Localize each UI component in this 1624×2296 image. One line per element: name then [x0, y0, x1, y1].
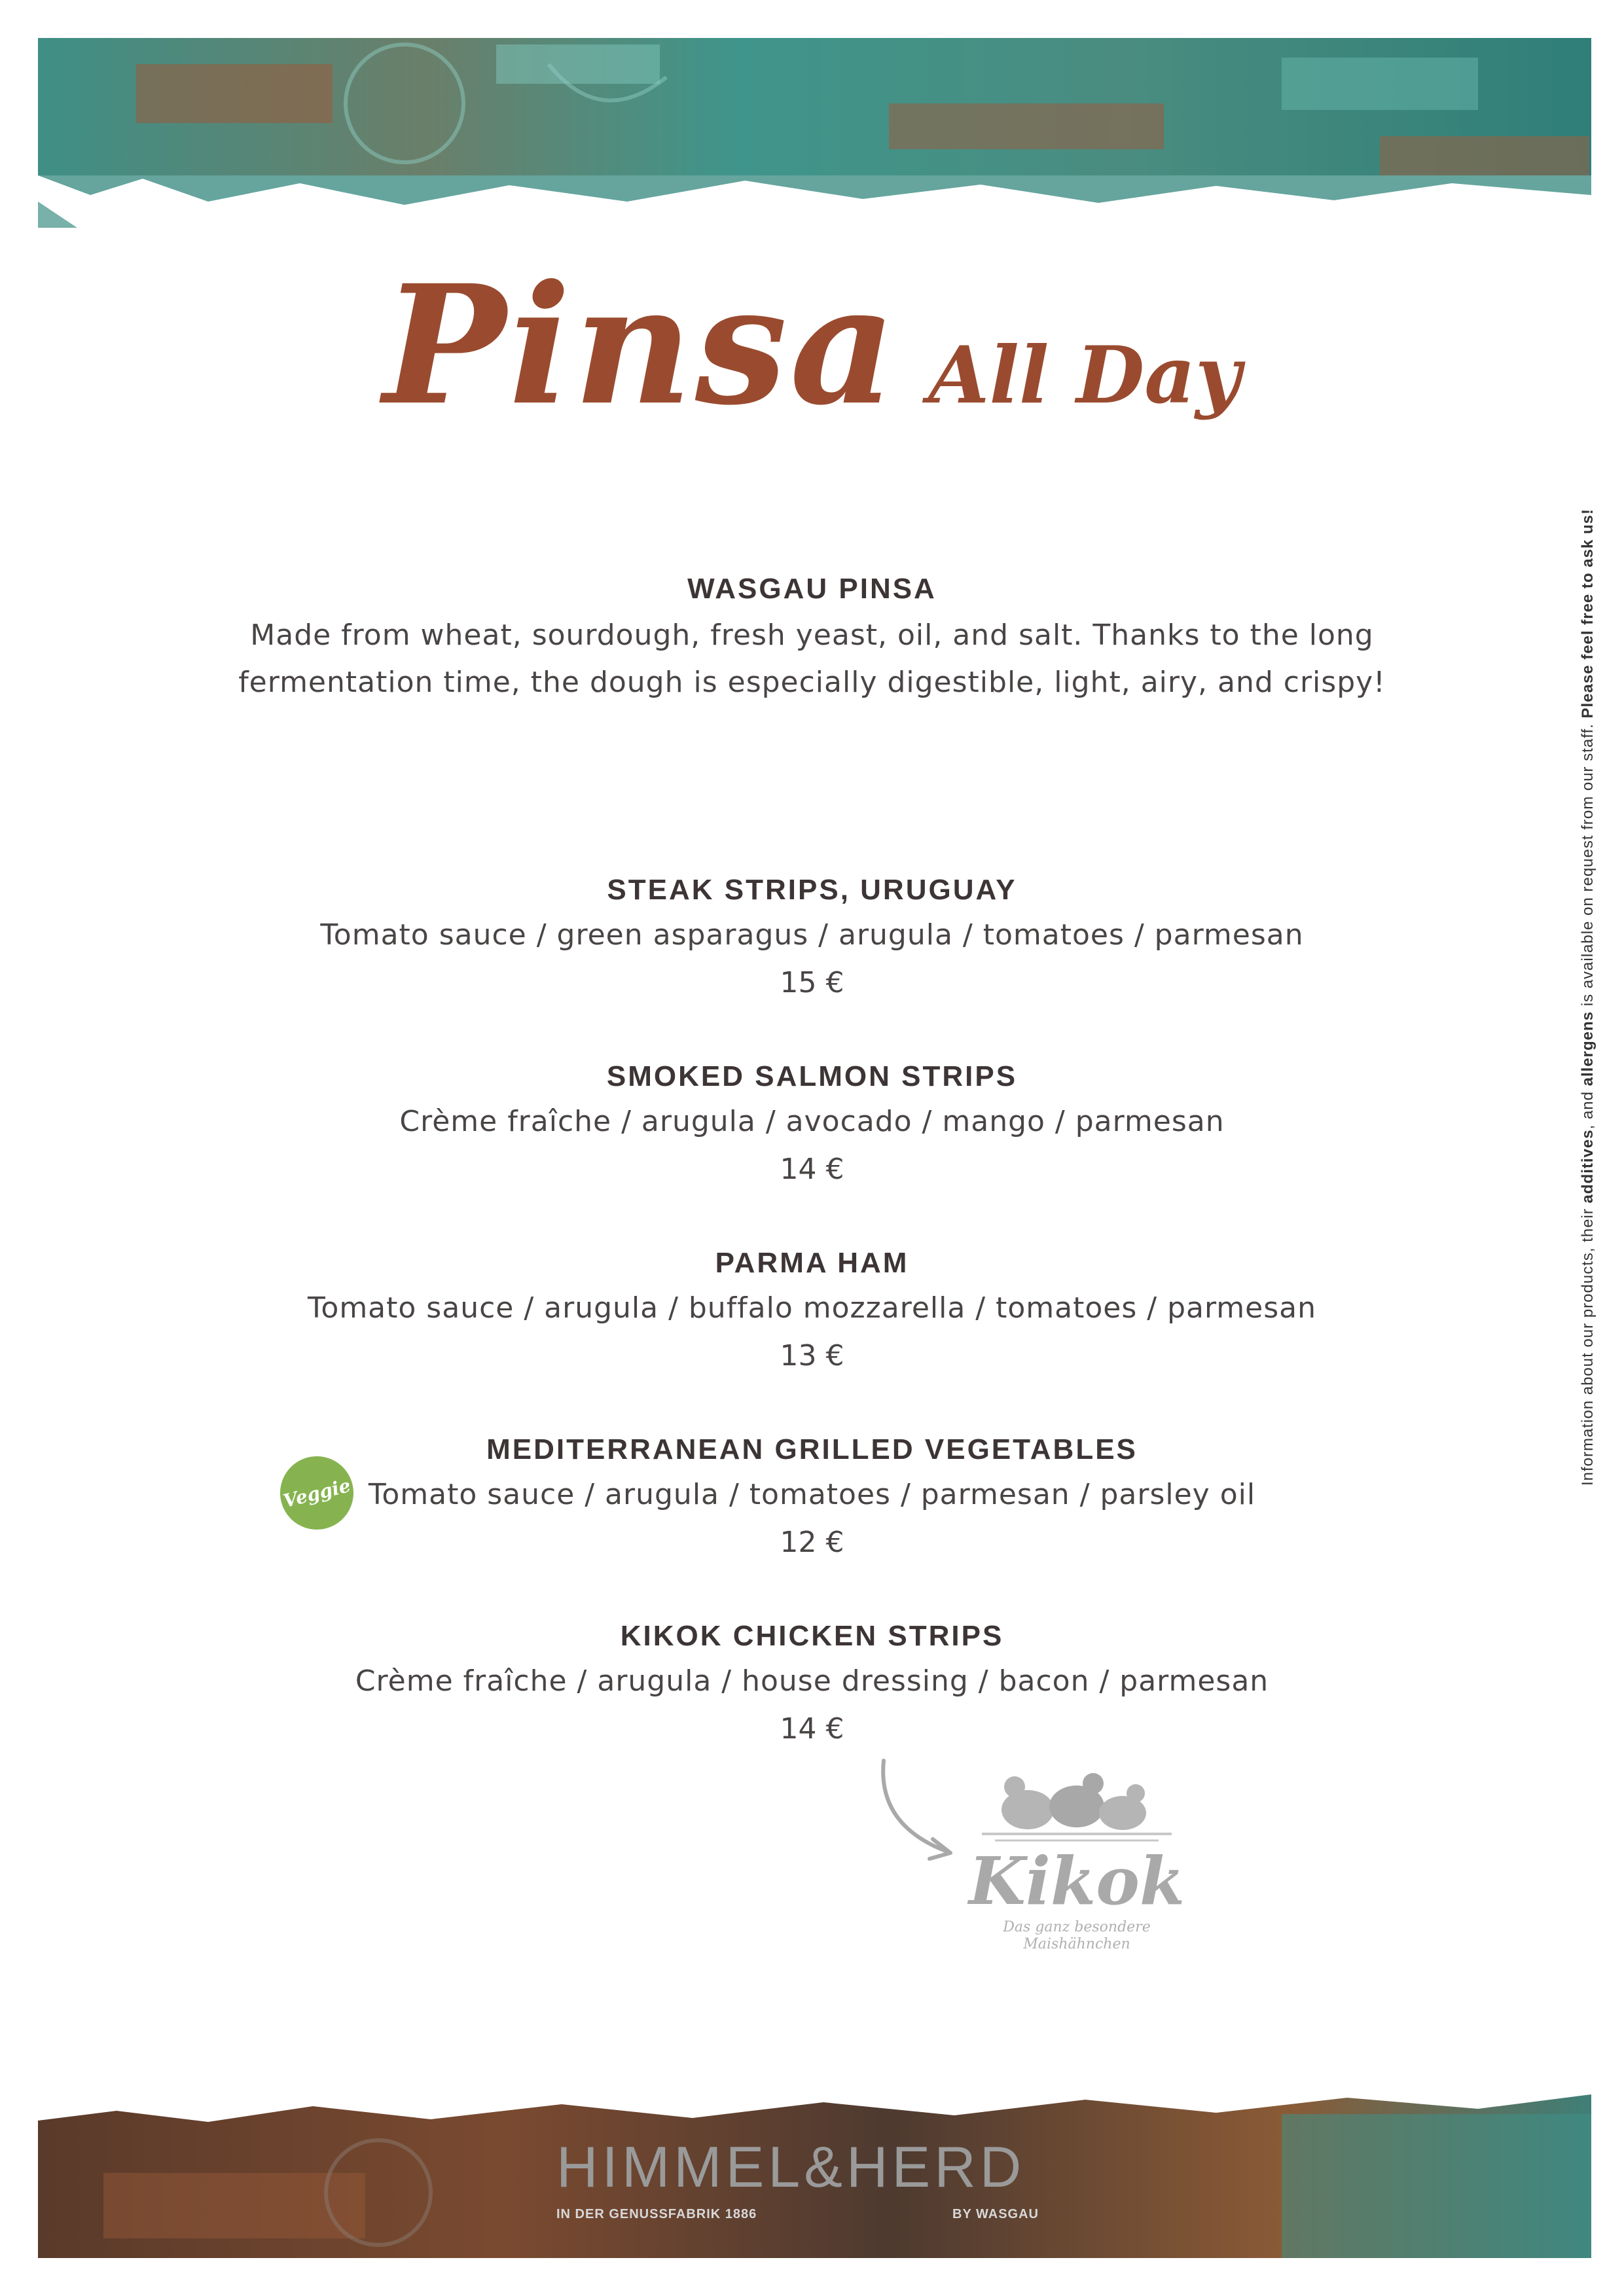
item-name: MEDITERRANEAN GRILLED VEGETABLES	[486, 1433, 1138, 1465]
title-sub: All Day	[928, 329, 1241, 422]
intro-line-2: fermentation time, the dough is especially digestible, light, airy, and crispy!	[238, 666, 1386, 699]
title-main: Pinsa	[383, 249, 899, 441]
veggie-badge-label: Veggie	[281, 1474, 353, 1512]
menu-item	[0, 1620, 1624, 1806]
item-price: 13 €	[780, 1339, 844, 1372]
brand-logo	[556, 2134, 1080, 2221]
item-ingredients: Crème fraîche / arugula / house dressing / bacon / parmesan	[355, 1664, 1269, 1698]
brand-subline-right: BY WASGAU	[952, 2207, 1039, 2221]
allergen-info-note	[1579, 452, 1612, 1486]
item-price: 14 €	[780, 1153, 844, 1186]
item-ingredients: Tomato sauce / arugula / buffalo mozzarella / tomatoes / parmesan	[308, 1291, 1316, 1325]
menu-item	[0, 1247, 1624, 1433]
intro-section	[0, 573, 1624, 706]
menu-item	[0, 1433, 1624, 1620]
chicken-icon	[969, 1761, 1185, 1846]
top-painted-banner	[38, 38, 1591, 228]
side-note-part3: is available on request from our staff.	[1579, 718, 1597, 1011]
menu-item	[0, 874, 1624, 1060]
item-ingredients: Crème fraîche / arugula / avocado / mango / parmesan	[399, 1105, 1225, 1138]
menu-items	[0, 874, 1624, 1806]
menu-item	[0, 1060, 1624, 1247]
kikok-logo	[969, 1761, 1185, 1977]
side-note-ask: Please feel free to ask us!	[1579, 509, 1597, 719]
brand-subline-left: IN DER GENUSSFABRIK 1886	[556, 2207, 757, 2221]
kikok-name: Kikok	[969, 1842, 1185, 1920]
item-price: 15 €	[780, 966, 844, 999]
item-name: PARMA HAM	[715, 1247, 909, 1279]
kikok-tagline: Das ganz besondere Maishähnchen	[1003, 1919, 1151, 1952]
item-price: 12 €	[780, 1526, 844, 1559]
intro-description	[0, 612, 1624, 706]
curved-arrow-icon	[864, 1754, 969, 1872]
side-note-part1: Information about our products, their	[1579, 1203, 1597, 1486]
item-name: KIKOK CHICKEN STRIPS	[620, 1620, 1004, 1652]
side-note-allergens: allergens	[1579, 1011, 1597, 1086]
item-name: STEAK STRIPS, URUGUAY	[607, 874, 1017, 906]
side-note-part2: , and	[1579, 1086, 1597, 1130]
brand-name: HIMMEL&HERD	[556, 2134, 1026, 2199]
item-name: SMOKED SALMON STRIPS	[606, 1060, 1018, 1092]
intro-line-1: Made from wheat, sourdough, fresh yeast, oil, and salt. Thanks to the long	[250, 619, 1374, 652]
menu-title	[0, 249, 1624, 441]
item-price: 14 €	[780, 1712, 844, 1746]
item-ingredients: Tomato sauce / green asparagus / arugula / tomatoes / parmesan	[320, 918, 1304, 952]
item-ingredients: Tomato sauce / arugula / tomatoes / parmesan / parsley oil	[368, 1478, 1256, 1511]
intro-heading: WASGAU PINSA	[687, 573, 937, 605]
side-note-additives: additives	[1579, 1129, 1597, 1204]
